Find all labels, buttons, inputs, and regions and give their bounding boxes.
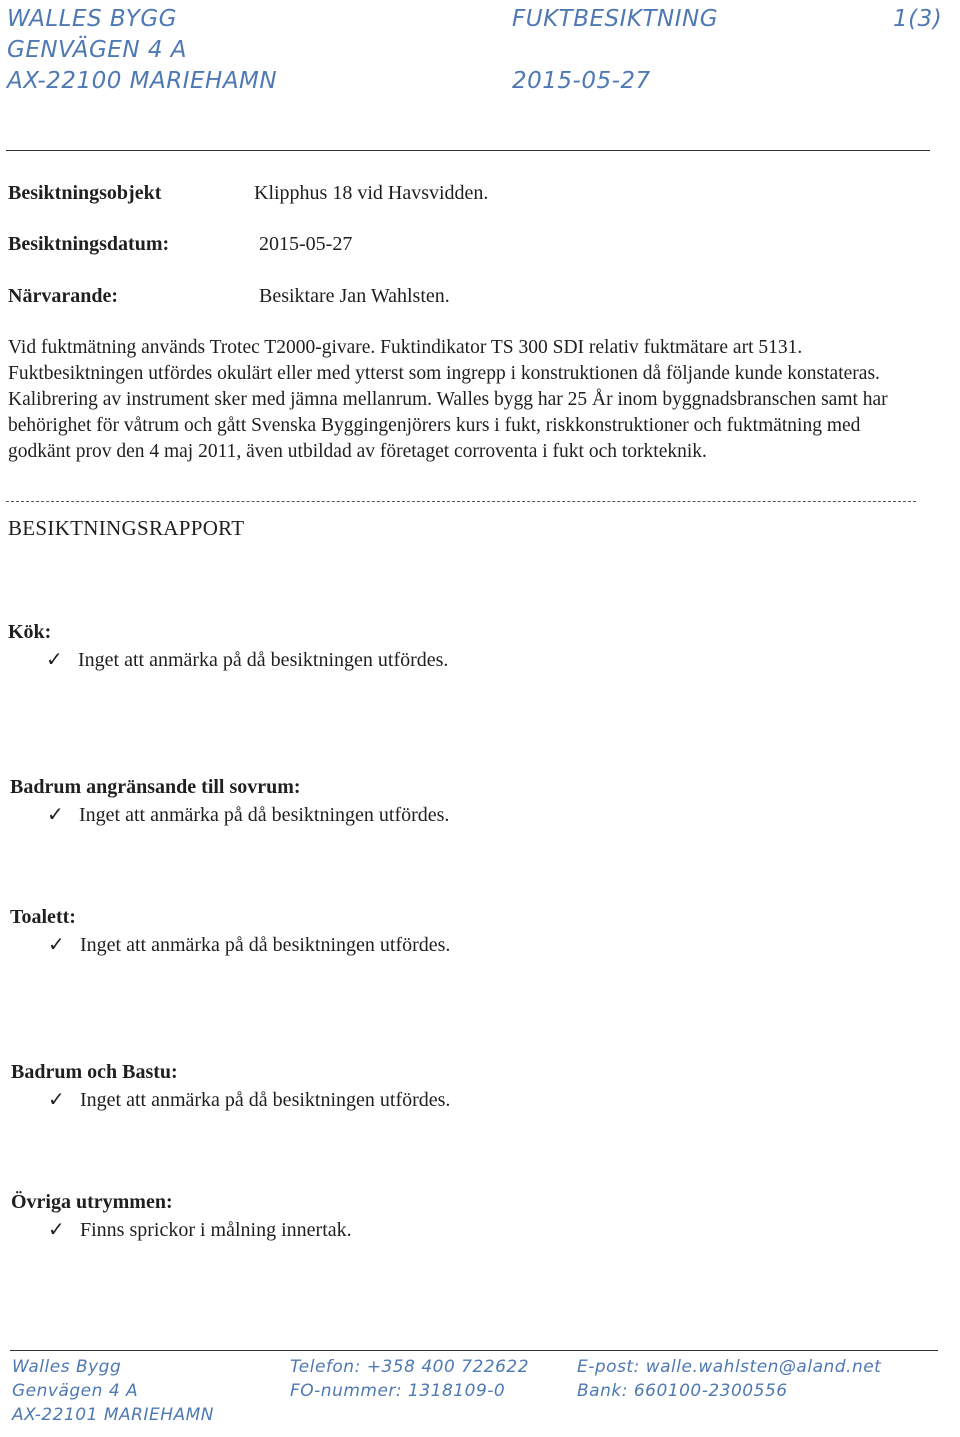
item-text: Finns sprickor i målning innertak. <box>80 1219 352 1241</box>
footer-phone: Telefon: +358 400 722622 <box>290 1357 530 1377</box>
footer-bank: Bank: 660100-2300556 <box>577 1381 788 1401</box>
checkmark-icon: ✓ <box>46 649 63 671</box>
checkmark-icon: ✓ <box>48 934 65 956</box>
section-title-badrum-bastu: Badrum och Bastu: <box>11 1061 178 1083</box>
checkmark-icon: ✓ <box>48 1219 65 1241</box>
date-label: Besiktningsdatum: <box>8 233 170 255</box>
item-text: Inget att anmärka på då besiktningen utfördes. <box>80 1089 451 1111</box>
item-text: Inget att anmärka på då besiktningen utfördes. <box>78 649 449 671</box>
section-divider <box>6 501 916 502</box>
section-item-toalett <box>48 932 450 957</box>
footer-divider <box>10 1350 938 1351</box>
section-title-ovriga: Övriga utrymmen: <box>11 1191 173 1213</box>
footer-street: Genvägen 4 A <box>12 1381 139 1401</box>
section-item-kok <box>46 647 448 672</box>
page-number: 1(3) <box>893 6 943 32</box>
company-city: AX-22100 MARIEHAMN <box>7 68 278 94</box>
present-label: Närvarande: <box>8 285 118 307</box>
intro-paragraph <box>8 335 923 465</box>
item-text: Inget att anmärka på då besiktningen utfördes. <box>79 804 450 826</box>
section-item-ovriga <box>48 1217 352 1242</box>
intro-text: Vid fuktmätning används Trotec T2000-givare. Fuktindikator TS 300 SDI relativ fuktmätare art 5131. Fuktbesiktningen utfördes okulärt eller med ytterst som ingrepp i konstruktionen då följande kunde konstateras. Kalibrering av instrument sker med jämna mellanrum. Walles bygg har 25 År inom byggnadsbranschen samt har behörighet för våtrum och gått Svenska Byggingenjörers kurs i fukt, riskkonstruktioner och fuktmätning med godkänt prov den 4 maj 2011, även utbildad av företaget corroventa i fukt och torkteknik. <box>8 337 888 462</box>
object-label: Besiktningsobjekt <box>8 182 162 204</box>
report-heading: BESIKTNINGSRAPPORT <box>8 516 245 540</box>
object-value: Klipphus 18 vid Havsvidden. <box>254 182 489 204</box>
section-title-kok: Kök: <box>8 621 52 643</box>
footer-city: AX-22101 MARIEHAMN <box>12 1405 214 1425</box>
footer-business-id: FO-nummer: 1318109-0 <box>290 1381 506 1401</box>
section-item-badrum-sovrum <box>47 802 449 827</box>
section-title-badrum-sovrum: Badrum angränsande till sovrum: <box>10 776 301 798</box>
date-value: 2015-05-27 <box>259 233 353 255</box>
checkmark-icon: ✓ <box>48 1089 65 1111</box>
header-divider <box>6 150 930 151</box>
present-value: Besiktare Jan Wahlsten. <box>259 285 450 307</box>
footer-email: E-post: walle.wahlsten@aland.net <box>577 1357 882 1377</box>
section-item-badrum-bastu <box>48 1087 450 1112</box>
checkmark-icon: ✓ <box>47 804 64 826</box>
company-street: GENVÄGEN 4 A <box>7 37 188 63</box>
section-title-toalett: Toalett: <box>10 906 76 928</box>
footer-company: Walles Bygg <box>12 1357 122 1377</box>
item-text: Inget att anmärka på då besiktningen utfördes. <box>80 934 451 956</box>
document-title: FUKTBESIKTNING <box>512 6 719 32</box>
company-name: WALLES BYGG <box>7 6 177 32</box>
document-date: 2015-05-27 <box>512 68 651 94</box>
